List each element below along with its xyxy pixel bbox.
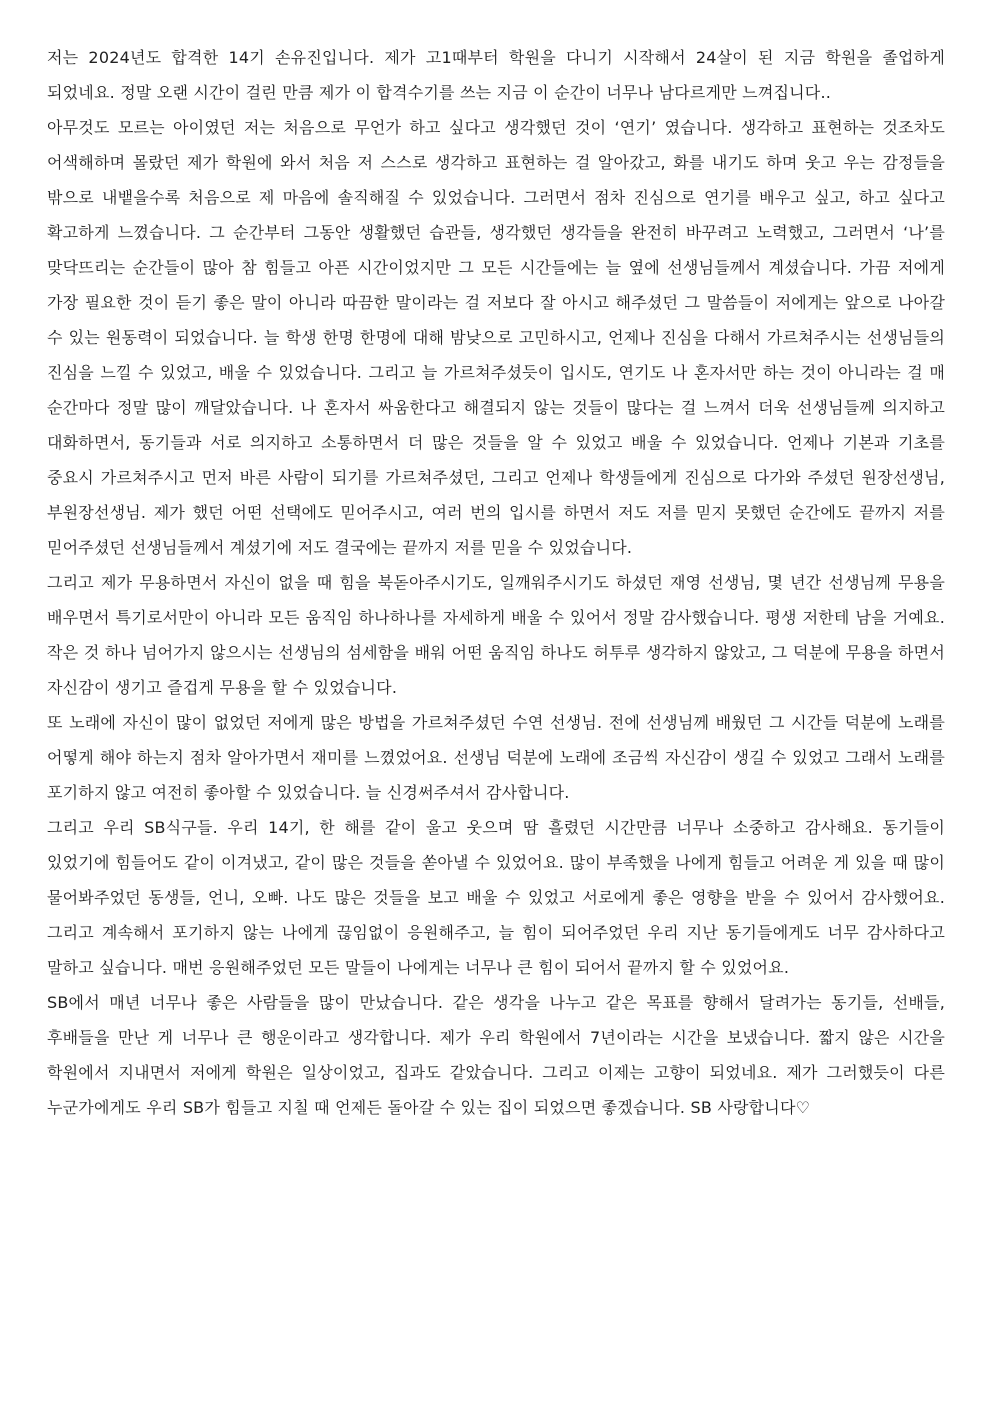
paragraph-acting: 아무것도 모르는 아이였던 저는 처음으로 무언가 하고 싶다고 생각했던 것이 ‘연기’ 였습니다. 생각하고 표현하는 것조차도 어색해하며 몰랐던 제가 학원에 와서 처음 저 스스로 생각하고 표현하는 걸 알아갔고, 화를 내기도 하며 웃고 우는 감정들을 밖으로 내뱉을수록 처음으로 제 마음에 솔직해질 수 있었습니다. 그러면서 점차 진심으로 연기를 배우고 싶고, 하고 싶다고 확고하게 느꼈습니다. 그 순간부터 그동안 생활했던 습관들, 생각했던 생각들을 완전히 바꾸려고 노력했고, 그러면서 ‘나’를 맞닥뜨리는 순간들이 많아 참 힘들고 아픈 시간이었지만 그 모든 시간들에는 늘 옆에 선생님들께서 계셨습니다. 가끔 저에게 가장 필요한 것이 듣기 좋은 말이 아니라 따끔한 말이라는 걸 저보다 잘 아시고 해주셨던 그 말씀들이 저에게는 앞으로 나아갈 수 있는 원동력이 되었습니다. 늘 학생 한명 한명에 대해 밤낮으로 고민하시고, 언제나 진심을 다해서 가르쳐주시는 선생님들의 진심을 느낄 수 있었고, 배울 수 있었습니다. 그리고 늘 가르쳐주셨듯이 입시도, 연기도 나 혼자서만 하는 것이 아니라는 걸 매 순간마다 정말 많이 깨달았습니다. 나 혼자서 싸움한다고 해결되지 않는 것들이 많다는 걸 느껴서 더욱 선생님들께 의지하고 대화하면서, 동기들과 서로 의지하고 소통하면서 더 많은 것들을 알 수 있었고 배울 수 있었습니다. 언제나 기본과 기초를 중요시 가르쳐주시고 먼저 바른 사람이 되기를 가르쳐주셨던, 그리고 언제나 학생들에게 진심으로 다가와 주셨던 원장선생님, 부원장선생님. 제가 했던 어떤 선택에도 믿어주시고, 여러 번의 입시를 하면서 저도 저를 믿지 못했던 순간에도 끝까지 저를 믿어주셨던 선생님들께서 계셨기에 저도 결국에는 끝까지 저를 믿을 수 있었습니다.	[47, 118, 945, 557]
paragraph-closing: SB에서 매년 너무나 좋은 사람들을 많이 만났습니다. 같은 생각을 나누고 같은 목표를 향해서 달려가는 동기들, 선배들, 후배들을 만난 게 너무나 큰 행운이라고 생각합니다. 제가 우리 학원에서 7년이라는 시간을 보냈습니다. 짧지 않은 시간을 학원에서 지내면서 저에게 학원은 일상이었고, 집과도 같았습니다. 그리고 이제는 고향이 되었네요. 제가 그러했듯이 다른 누군가에게도 우리 SB가 힘들고 지칠 때 언제든 돌아갈 수 있는 집이 되었으면 좋겠습니다. SB 사랑합니다♡	[47, 993, 945, 1117]
paragraph-dance-teacher: 그리고 제가 무용하면서 자신이 없을 때 힘을 북돋아주시기도, 일깨워주시기도 하셨던 재영 선생님, 몇 년간 선생님께 무용을 배우면서 특기로서만이 아니라 모든 움직임 하나하나를 자세하게 배울 수 있어서 정말 감사했습니다. 평생 저한테 남을 거예요. 작은 것 하나 넘어가지 않으시는 선생님의 섬세함을 배워 어떤 움직임 하나도 허투루 생각하지 않았고, 그 덕분에 무용을 하면서 자신감이 생기고 즐겁게 무용을 할 수 있었습니다.	[47, 573, 945, 697]
document-body	[47, 40, 945, 1125]
paragraph-singing-teacher: 또 노래에 자신이 많이 없었던 저에게 많은 방법을 가르쳐주셨던 수연 선생님. 전에 선생님께 배웠던 그 시간들 덕분에 노래를 어떻게 해야 하는지 점차 알아가면서 재미를 느꼈었어요. 선생님 덕분에 노래에 조금씩 자신감이 생길 수 있었고 그래서 노래를 포기하지 않고 여전히 좋아할 수 있었습니다. 늘 신경써주셔서 감사합니다.	[47, 713, 945, 802]
paragraph-intro: 저는 2024년도 합격한 14기 손유진입니다. 제가 고1때부터 학원을 다니기 시작해서 24살이 된 지금 학원을 졸업하게 되었네요. 정말 오랜 시간이 걸린 만큼 제가 이 합격수기를 쓰는 지금 이 순간이 너무나 남다르게만 느껴집니다..	[47, 48, 945, 102]
paragraph-classmates: 그리고 우리 SB식구들. 우리 14기, 한 해를 같이 울고 웃으며 땀 흘렸던 시간만큼 너무나 소중하고 감사해요. 동기들이 있었기에 힘들어도 같이 이겨냈고, 같이 많은 것들을 쏟아낼 수 있었어요. 많이 부족했을 나에게 힘들고 어려운 게 있을 때 많이 물어봐주었던 동생들, 언니, 오빠. 나도 많은 것들을 보고 배울 수 있었고 서로에게 좋은 영향을 받을 수 있어서 감사했어요. 그리고 계속해서 포기하지 않는 나에게 끊임없이 응원해주고, 늘 힘이 되어주었던 우리 지난 동기들에게도 너무 감사하다고 말하고 싶습니다. 매번 응원해주었던 모든 말들이 나에게는 너무나 큰 힘이 되어서 끝까지 할 수 있었어요.	[47, 818, 945, 977]
